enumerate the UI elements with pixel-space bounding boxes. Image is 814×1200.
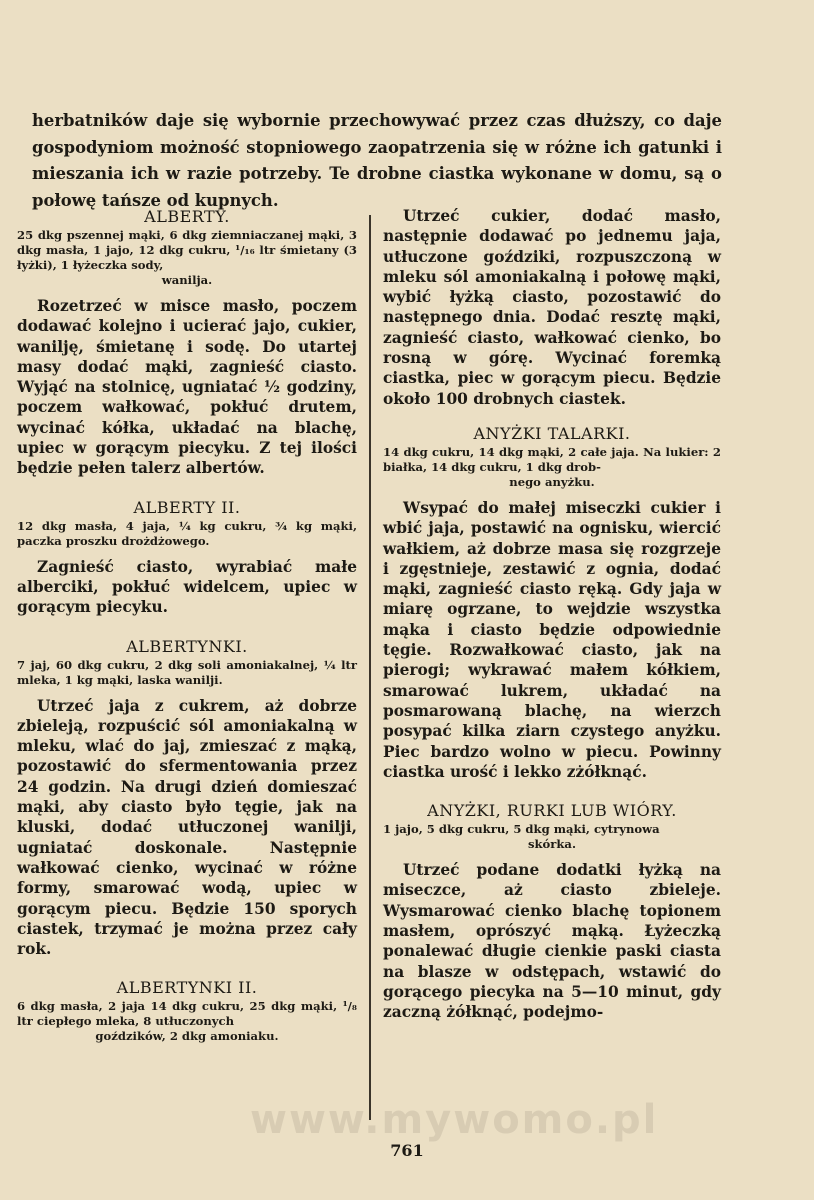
continued-instructions: Utrzeć cukier, dodać masło, następnie dodawać po jednemu jaja, utłuczone goździki, rozpuszczoną w mleku sól amoniakalną i połowę mąki, wybić łyżką ciasto, pozostawić do następnego dnia. Dodać resztę mąki, zagnieść ciasto, wałkować cienko, bo rosną w górę. Wycinać foremką ciastka, piec w gorącym piecu. Będzie około 100 drobnych ciastek. bbox=[383, 207, 721, 408]
recipe-albertynki bbox=[17, 636, 357, 960]
page-number: 761 bbox=[390, 1141, 424, 1160]
watermark: www.mywomo.pl bbox=[250, 1097, 659, 1143]
recipe-anyzki-rurki bbox=[383, 800, 721, 1022]
recipe-title: ANYŻKI, RURKI LUB WIÓRY. bbox=[427, 801, 677, 821]
recipe-title: ALBERTYNKI. bbox=[126, 636, 248, 656]
recipe-instructions: Zagnieść ciasto, wyrabiać małe alberciki, pokłuć widelcem, upiec w gorącym piecyku. bbox=[17, 557, 357, 617]
recipe-ingredients: 25 dkg pszennej mąki, 6 dkg ziemniaczanej mąki, 3 dkg masła, 1 jajo, 12 dkg cukru, ¹/₁₆ ltr śmietany (3 łyżki), 1 łyżeczka sody, wanilja. bbox=[17, 228, 357, 287]
recipe-ingredients: 1 jajo, 5 dkg cukru, 5 dkg mąki, cytrynowa skórka. bbox=[383, 822, 660, 852]
recipe-albertynki-ii bbox=[17, 977, 357, 1044]
recipe-ingredients: 14 dkg cukru, 14 dkg mąki, 2 całe jaja. Na lukier: 2 białka, 14 dkg cukru, 1 dkg drob- nego anyżku. bbox=[383, 444, 721, 489]
recipe-instructions: Utrzeć podane dodatki łyżką na miseczce, aż ciasto zbieleje. Wysmarować cienko blachę topionem masłem, oprószyć mąką. Łyżeczką ponalewać długie cienkie paski ciasta na blasze w odstępach, wstawić do gorącego piecyka na 5—10 minut, gdy zaczną żółknąć, podejmo- bbox=[383, 861, 721, 1022]
recipe-title: ALBERTY. bbox=[144, 207, 230, 226]
recipe-ingredients: 12 dkg masła, 4 jaja, ¼ kg cukru, ¾ kg mąki, paczka proszku drożdżowego. bbox=[17, 518, 357, 548]
column-divider bbox=[369, 215, 371, 1120]
right-column bbox=[383, 206, 721, 1023]
recipe-instructions: Utrzeć jaja z cukrem, aż dobrze zbieleją, rozpuścić sól amoniakalną w mleku, wlać do jaj, zmieszać z mąką, pozostawić do sfermentowania przez 24 godzin. Na drugi dzień domieszać mąki, aby ciasto było tęgie, jak na kluski, dodać utłuczonej wanilji, ugniatać doskonale. Następnie wałkować cienko, wycinać w różne formy, smarować wodą, upiec w gorącym piecu. Będzie 150 sporych ciastek, trzymać je można przez cały rok. bbox=[17, 696, 357, 959]
recipe-ingredients: 6 dkg masła, 2 jaja 14 dkg cukru, 25 dkg mąki, ¹/₈ ltr ciepłego mleka, 8 utłuczonych goździków, 2 dkg amoniaku. bbox=[17, 999, 357, 1044]
recipe-title: ALBERTY II. bbox=[133, 497, 241, 517]
recipe-instructions: Wsypać do małej miseczki cukier i wbić jaja, postawić na ognisku, wiercić wałkiem, aż dobrze masa się rozgrzeje i zgęstnieje, zestawić z ognia, dodać mąki, zagnieść ciasto ręką. Gdy jaja w miarę ogrzane, to wejdzie wszystka mąka i ciasto będzie odpowiednie tęgie. Rozwałkować ciasto, jak na pierogi; wykrawać małem kółkiem, smarować lukrem, układać na posmarowaną blachę, na wierzch posypać kilka ziarn czystego anyżku. Piec bardzo wolno w piecu. Powinny ciastka urość i lekko zżółknąć. bbox=[383, 498, 721, 781]
recipe-alberty-ii bbox=[17, 497, 357, 618]
left-column bbox=[17, 206, 357, 1044]
recipe-title: ANYŻKI TALARKI. bbox=[473, 423, 631, 443]
recipe-instructions: Rozetrzeć w misce masło, poczem dodawać kolejno i ucierać jajo, cukier, wanilję, śmietanę i sodę. Do utartej masy dodać mąki, zagnieść ciasto. Wyjąć na stolnicę, ugniatać ½ godziny, poczem wałkować, pokłuć drutem, wycinać kółka, układać na blachę, upiec w gorącym piecyku. Z tej ilości będzie pełen talerz albertów. bbox=[17, 297, 357, 478]
recipe-alberty bbox=[17, 206, 357, 479]
recipe-title: ALBERTYNKI II. bbox=[116, 978, 258, 998]
recipe-anyzki-talarki bbox=[383, 423, 721, 782]
recipe-ingredients: 7 jaj, 60 dkg cukru, 2 dkg soli amoniakalnej, ¼ ltr mleka, 1 kg mąki, laska wanilji. bbox=[17, 657, 357, 687]
intro-paragraph: herbatników daje się wybornie przechowywać przez czas dłuższy, co daje gospodyniom możność stopniowego zaopatrzenia się w różne ich gatunki i mieszania ich w razie potrzeby. Te drobne ciastka wykonane w domu, są o połowę tańsze od kupnych. bbox=[32, 111, 722, 210]
